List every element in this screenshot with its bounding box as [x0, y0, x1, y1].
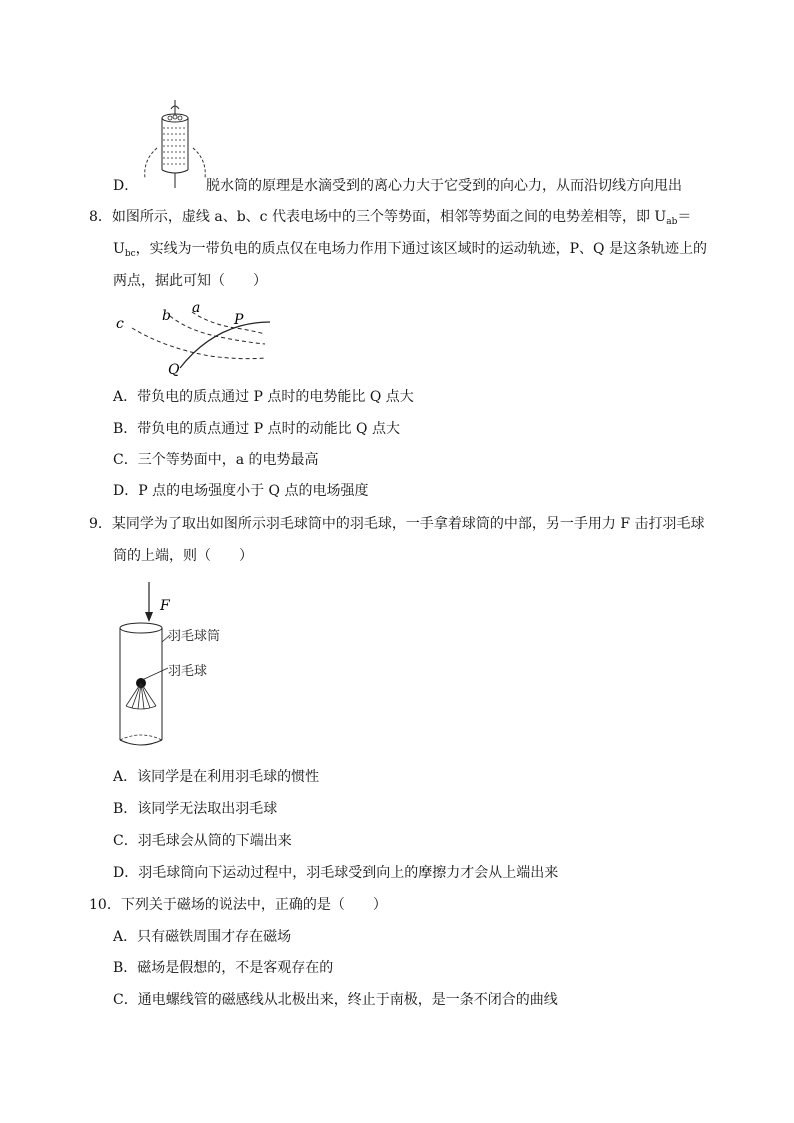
force-label: F [160, 598, 170, 614]
q8-option-b: B．带负电的质点通过 P 点时的动能比 Q 点大 [113, 421, 400, 437]
q8-option-a: A．带负电的质点通过 P 点时的电势能比 Q 点大 [113, 389, 414, 405]
question-number: 9． [89, 516, 112, 532]
question-number: 10． [89, 897, 121, 913]
q10-option-b: B．磁场是假想的，不是客观存在的 [113, 960, 334, 976]
label-c: c [116, 316, 124, 332]
q10-stem: 10．下列关于磁场的说法中，正确的是（ ） [89, 897, 387, 913]
q10-option-c: C．通电螺线管的磁感线从北极出来，终止于南极，是一条不闭合的曲线 [113, 992, 558, 1008]
shuttlecock-tube-figure [112, 580, 242, 752]
q8-option-c: C．三个等势面中，a 的电势最高 [113, 452, 319, 468]
q8-stem-line1: 8．如图所示，虚线 a、b、c 代表电场中的三个等势面，相邻等势面之间的电势差相等，即 $U_{ab}=$ [89, 209, 692, 227]
label-a: a [192, 300, 201, 316]
q9-option-a: A．该同学是在利用羽毛球的惯性 [113, 769, 320, 785]
equipotential-c [132, 328, 265, 359]
label-q: Q [168, 362, 180, 376]
q10-option-a: A．只有磁铁周围才存在磁场 [113, 929, 292, 945]
equipotential-b [170, 316, 265, 344]
ball-label: 羽毛球 [168, 664, 208, 679]
label-b: b [162, 308, 171, 324]
tube-label: 羽毛球筒 [168, 629, 221, 644]
q9-option-b: B．该同学无法取出羽毛球 [113, 801, 278, 817]
q7-option-d-label: D． [113, 178, 139, 194]
q9-option-d: D．羽毛球筒向下运动过程中，羽毛球受到向上的摩擦力才会从上端出来 [113, 865, 559, 881]
trajectory [180, 322, 270, 368]
force-arrow-icon [145, 612, 153, 622]
q8-stem-line3: 两点，据此可知（ ） [113, 273, 267, 289]
q7-option-d-text: 脱水筒的原理是水滴受到的离心力大于它受到的向心力，从而沿切线方向甩出 [206, 178, 682, 194]
label-p: P [234, 312, 244, 328]
q9-option-c: C．羽毛球会从筒的下端出来 [113, 833, 292, 849]
q8-option-d: D．P 点的电场强度小于 Q 点的电场强度 [113, 483, 369, 499]
q8-stem-line2: $U_{bc}$，实线为一带负电的质点仅在电场力作用下通过该区域时的运动轨迹，P、Q 是这条轨迹上的 [113, 241, 707, 259]
question-number: 8． [89, 209, 112, 225]
equipotential-figure [110, 298, 275, 376]
q9-stem-line1: 9．某同学为了取出如图所示羽毛球筒中的羽毛球，一手拿着球筒的中部，另一手用力 F 击打羽毛球 [89, 516, 705, 532]
spin-dryer-figure [135, 100, 215, 192]
q9-stem-line2: 筒的上端，则（ ） [113, 548, 253, 564]
